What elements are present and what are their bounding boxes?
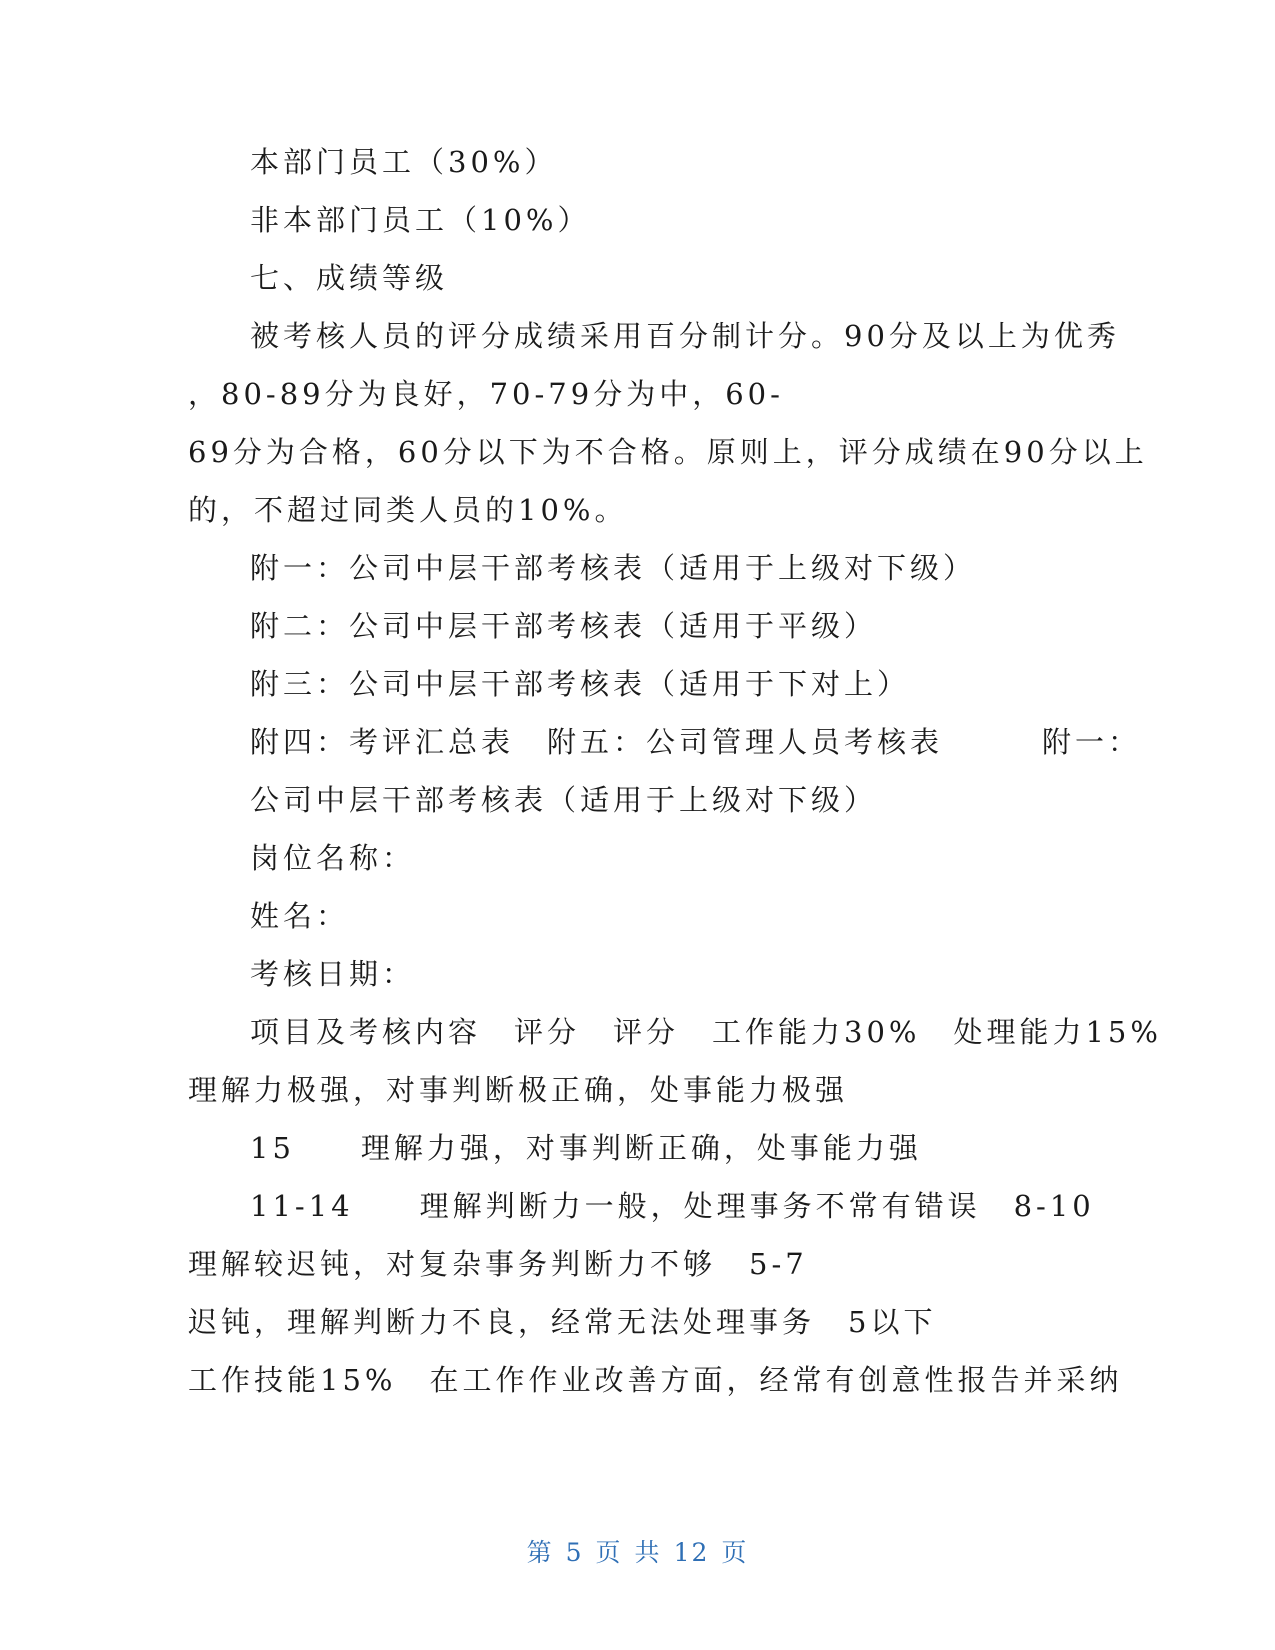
text-line: 11-14 理解判断力一般，处理事务不常有错误 8-10 [250, 1189, 1095, 1223]
footer-word: 第 [526, 1538, 554, 1567]
text-line: 非本部门员工（10%） [250, 203, 591, 237]
text-line: 理解较迟钝，对复杂事务判断力不够 5-7 [188, 1247, 808, 1281]
form-label-position: 岗位名称： [250, 841, 416, 875]
footer-word: 页 [595, 1538, 623, 1567]
text-line: 迟钝，理解判断力不良，经常无法处理事务 5以下 [188, 1305, 937, 1339]
page-number: 5 [565, 1538, 584, 1567]
form-label-date: 考核日期： [250, 957, 416, 991]
table-header: 项目及考核内容 评分 评分 工作能力30% 处理能力15% [250, 1015, 1162, 1049]
table-title: 公司中层干部考核表（适用于上级对下级） [250, 783, 878, 817]
text-line: 被考核人员的评分成绩采用百分制计分。90分及以上为优秀 [250, 319, 1120, 353]
page-footer [0, 1533, 1275, 1569]
text-line: 的，不超过同类人员的10%。 [188, 493, 628, 527]
text-line: 理解力极强，对事判断极正确，处事能力极强 [188, 1073, 849, 1107]
text-line: 15 理解力强，对事判断正确，处事能力强 [250, 1131, 922, 1165]
footer-word: 共 [634, 1538, 662, 1567]
text-line: ，80-89分为良好，70-79分为中，60- [188, 377, 784, 411]
appendix-item: 附一：公司中层干部考核表（适用于上级对下级） [250, 551, 977, 585]
footer-word: 页 [721, 1538, 749, 1567]
form-label-name: 姓名： [250, 899, 350, 933]
text-line: 69分为合格，60分以下为不合格。原则上，评分成绩在90分以上 [188, 435, 1148, 469]
appendix-item: 附二：公司中层干部考核表（适用于平级） [250, 609, 878, 643]
appendix-item: 附四：考评汇总表 附五：公司管理人员考核表 附一： [250, 725, 1142, 759]
page-total: 12 [673, 1538, 710, 1567]
appendix-item: 附三：公司中层干部考核表（适用于下对上） [250, 667, 911, 701]
text-line: 本部门员工（30%） [250, 145, 558, 179]
text-line: 工作技能15% 在工作作业改善方面，经常有创意性报告并采纳 [188, 1363, 1123, 1397]
section-heading: 七、成绩等级 [250, 261, 449, 295]
